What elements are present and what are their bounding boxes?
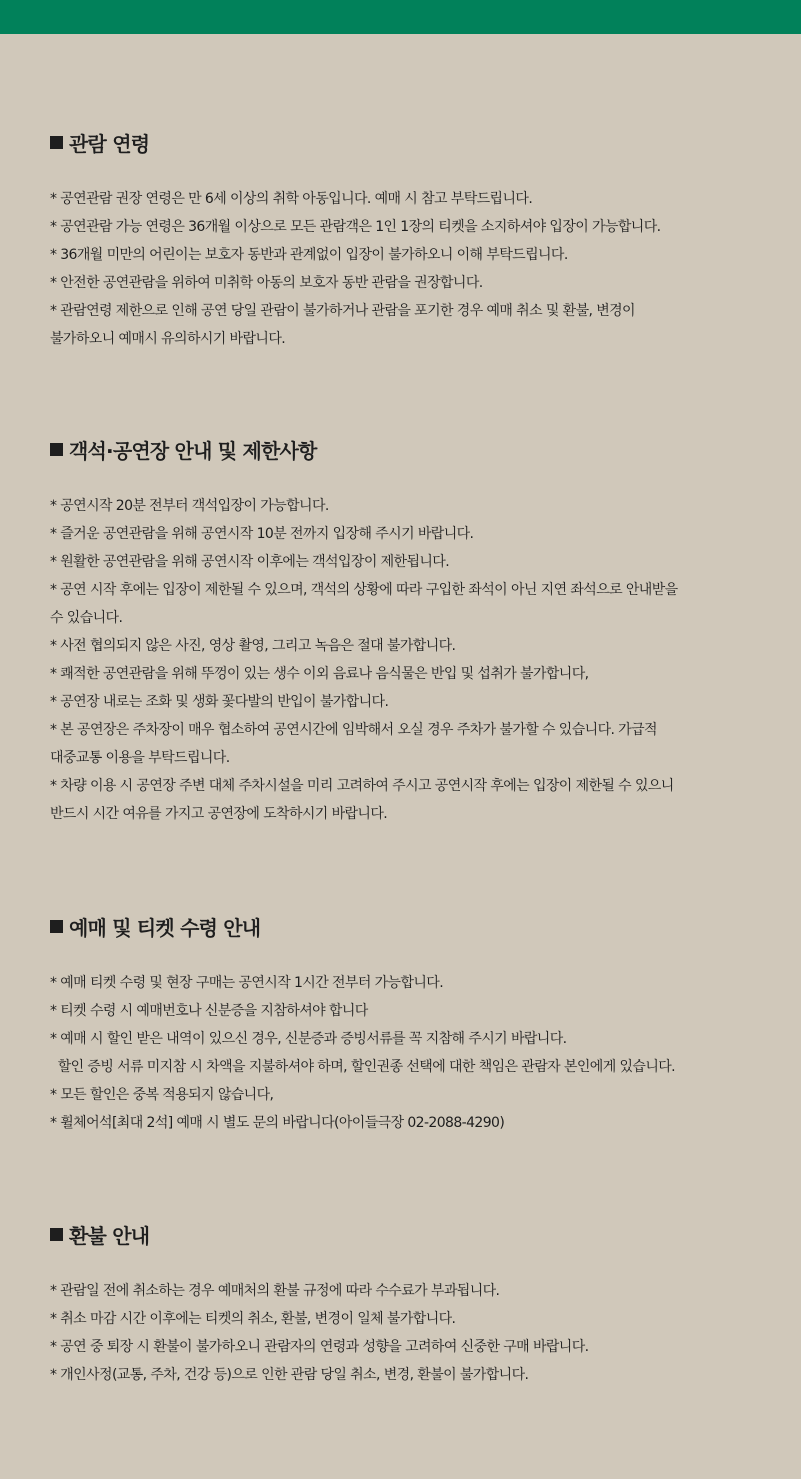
notice-line: * 36개월 미만의 어린이는 보호자 동반과 관계없이 입장이 불가하오니 이해 부탁드립니다. <box>50 247 568 263</box>
notice-list <box>50 969 675 1137</box>
top-accent-bar <box>0 0 801 34</box>
notice-line: 할인 증빙 서류 미지참 시 차액을 지불하셔야 하며, 할인권종 선택에 대한 책임은 관람자 본인에게 있습니다. <box>50 1059 676 1075</box>
notice-line: * 티켓 수령 시 예매번호나 신분증을 지참하셔야 합니다 <box>50 1003 368 1019</box>
notice-line: * 개인사정(교통, 주차, 건강 등)으로 인한 관람 당일 취소, 변경, 환불이 불가합니다. <box>50 1367 529 1383</box>
notice-line: * 공연관람 가능 연령은 36개월 이상으로 모든 관람객은 1인 1장의 티켓을 소지하셔야 입장이 가능합니다. <box>50 219 661 235</box>
notice-line: * 공연 중 퇴장 시 환불이 불가하오니 관람자의 연령과 성향을 고려하여 신중한 구매 바랍니다. <box>50 1339 589 1355</box>
square-bullet-icon <box>50 920 63 933</box>
square-bullet-icon <box>50 1228 63 1241</box>
notice-list <box>50 1277 589 1389</box>
notice-line: * 공연 시작 후에는 입장이 제한될 수 있으며, 객석의 상황에 따라 구입한 좌석이 아닌 지연 좌석으로 안내받을 <box>50 582 678 598</box>
notice-line: 수 있습니다. <box>50 610 123 626</box>
notice-line: * 본 공연장은 주차장이 매우 협소하여 공연시간에 임박해서 오실 경우 주차가 불가할 수 있습니다. 가급적 <box>50 722 657 738</box>
notice-line: * 예매 시 할인 받은 내역이 있으신 경우, 신분증과 증빙서류를 꼭 지참해 주시기 바랍니다. <box>50 1031 567 1047</box>
notice-line: 불가하오니 예매시 유의하시기 바랍니다. <box>50 331 286 347</box>
section-heading <box>50 1220 149 1248</box>
notice-line: * 휠체어석[최대 2석] 예매 시 별도 문의 바랍니다(아이들극장 02-2088-4290) <box>50 1115 505 1131</box>
notice-line: * 사전 협의되지 않은 사진, 영상 촬영, 그리고 녹음은 절대 불가합니다. <box>50 638 456 654</box>
square-bullet-icon <box>50 443 63 456</box>
square-bullet-icon <box>50 136 63 149</box>
notice-list <box>50 492 678 828</box>
notice-line: * 즐거운 공연관람을 위해 공연시작 10분 전까지 입장해 주시기 바랍니다. <box>50 526 474 542</box>
notice-line: 반드시 시간 여유를 가지고 공연장에 도착하시기 바랍니다. <box>50 806 388 822</box>
notice-line: * 관람일 전에 취소하는 경우 예매처의 환불 규정에 따라 수수료가 부과됩니다. <box>50 1283 500 1299</box>
section-title: 환불 안내 <box>69 1223 150 1248</box>
notice-line: * 공연시작 20분 전부터 객석입장이 가능합니다. <box>50 498 329 514</box>
notice-line: * 관람연령 제한으로 인해 공연 당일 관람이 불가하거나 관람을 포기한 경우 예매 취소 및 환불, 변경이 <box>50 303 635 319</box>
section-heading <box>50 435 317 463</box>
section-heading <box>50 128 149 156</box>
notice-line: * 차량 이용 시 공연장 주변 대체 주차시설을 미리 고려하여 주시고 공연시작 후에는 입장이 제한될 수 있으니 <box>50 778 674 794</box>
notice-line: 대중교통 이용을 부탁드립니다. <box>50 750 230 766</box>
notice-line: * 공연장 내로는 조화 및 생화 꽃다발의 반입이 불가합니다. <box>50 694 389 710</box>
section-heading <box>50 912 260 940</box>
notice-line: * 안전한 공연관람을 위하여 미취학 아동의 보호자 동반 관람을 권장합니다. <box>50 275 483 291</box>
section-title: 관람 연령 <box>69 131 150 156</box>
notice-line: * 예매 티켓 수령 및 현장 구매는 공연시작 1시간 전부터 가능합니다. <box>50 975 444 991</box>
notice-list <box>50 185 661 353</box>
section-title: 예매 및 티켓 수령 안내 <box>69 915 261 940</box>
notice-line: * 취소 마감 시간 이후에는 티켓의 취소, 환불, 변경이 일체 불가합니다. <box>50 1311 456 1327</box>
notice-line: * 공연관람 권장 연령은 만 6세 이상의 취학 아동입니다. 예매 시 참고 부탁드립니다. <box>50 191 533 207</box>
notice-line: * 쾌적한 공연관람을 위해 뚜껑이 있는 생수 이외 음료나 음식물은 반입 및 섭취가 불가합니다, <box>50 666 589 682</box>
notice-line: * 모든 할인은 중복 적용되지 않습니다, <box>50 1087 274 1103</box>
notice-line: * 원활한 공연관람을 위해 공연시작 이후에는 객석입장이 제한됩니다. <box>50 554 450 570</box>
section-title: 객석·공연장 안내 및 제한사항 <box>69 438 317 463</box>
